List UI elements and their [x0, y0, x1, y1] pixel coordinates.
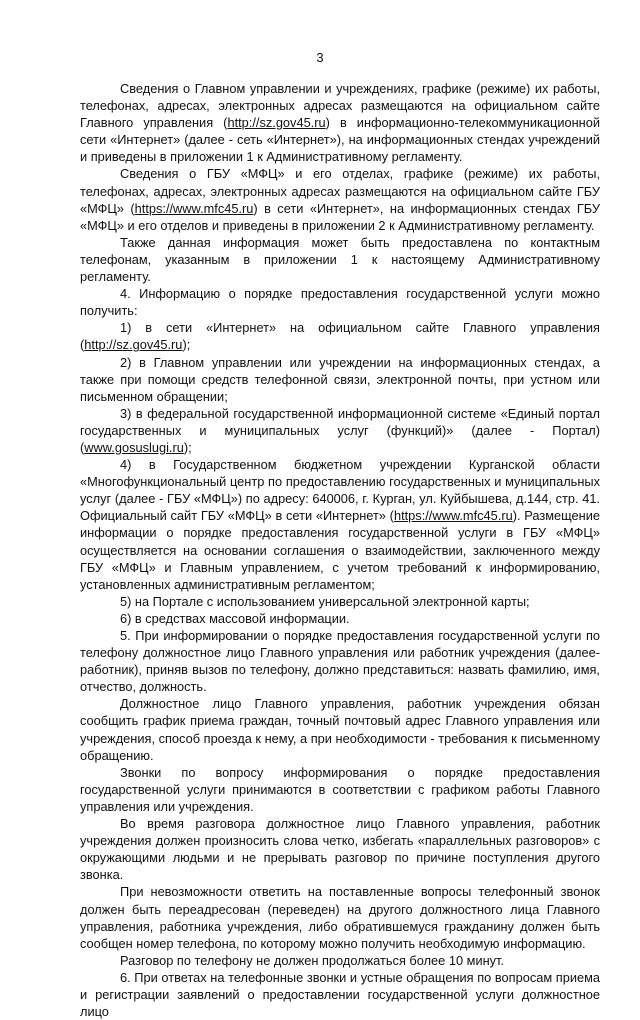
paragraph — [80, 285, 600, 319]
paragraph-text: 5) на Портале с использованием универсальной электронной карты; — [120, 593, 530, 609]
paragraph-text: ) в сети «Интернет», на информационных стендах ГБУ «МФЦ» и его отделов и приведены в приложении 2 к Административному регламенту. — [80, 200, 600, 233]
paragraph — [80, 234, 600, 285]
link-text[interactable]: http://sz.gov45.ru — [227, 115, 326, 131]
page-number: 3 — [316, 50, 324, 65]
paragraph-text: Звонки по вопросу информирования о порядке предоставления государственной услуги принимаются в соответствии с графиком работы Главного управления или учреждения. — [80, 764, 600, 814]
paragraph-text: 5. При информировании о порядке предоставления государственной услуги по телефону должностное лицо Главного управления или работник учреждения (далее-работник), приняв вызов по телефону, должно представиться: назвать фамилию, имя, отчество, должность. — [80, 628, 600, 695]
paragraph — [80, 354, 600, 405]
paragraph-text: ); — [182, 337, 191, 353]
paragraph-text: ) в информационно-телекоммуникационной сети «Интернет» (далее - сеть «Интернет»), на информационных стендах учреждений и приведены в приложении 1 к Административному регламенту. — [80, 115, 600, 165]
paragraph — [80, 952, 600, 969]
paragraph — [80, 456, 600, 593]
paragraph-text: 2) в Главном управлении или учреждении на информационных стендах, а также при помощи средств телефонной связи, электронной почты, при устном или письменном обращении; — [80, 354, 600, 404]
paragraph-text: 4. Информацию о порядке предоставления государственной услуги можно получить: — [80, 286, 600, 319]
paragraph — [80, 815, 600, 883]
paragraph — [80, 695, 600, 763]
link-text[interactable]: https://www.mfc45.ru — [134, 200, 254, 216]
paragraph-text: Также данная информация может быть предоставлена по контактным телефонам, указанным в приложении 1 к настоящему Административному регламенту. — [80, 234, 600, 285]
paragraph-text: Во время разговора должностное лицо Главного управления, работник учреждения должен произносить слова четко, избегать «параллельных разговоров» с окружающими людьми и не прерывать разговор по причине поступления другого звонка. — [80, 816, 600, 883]
link-text[interactable]: https://www.mfc45.ru — [393, 508, 513, 524]
paragraph-text: ); — [183, 439, 192, 455]
paragraph — [80, 165, 600, 233]
paragraph — [80, 80, 600, 165]
paragraph — [80, 883, 600, 951]
link-text[interactable]: http://sz.gov45.ru — [84, 337, 183, 353]
link-text[interactable]: www.gosuslugi.ru — [84, 439, 184, 455]
paragraph — [80, 764, 600, 815]
paragraph-text: Должностное лицо Главного управления, работник учреждения обязан сообщить график приема граждан, точный почтовый адрес Главного управления или учреждения, способ проезда к нему, а при необходимости - требования к письменному обращению. — [80, 696, 600, 763]
paragraph — [80, 627, 600, 695]
paragraph — [80, 405, 600, 456]
paragraph-text: Сведения о ГБУ «МФЦ» и его отделах, графике (режиме) их работы, телефонах, адресах, электронных адресах размещаются на официальном сайте ГБУ «МФЦ» ( — [80, 166, 600, 216]
paragraph — [80, 593, 600, 610]
paragraph-text: 6. При ответах на телефонные звонки и устные обращения по вопросам приема и регистрации заявлений о предоставлении государственной услуги должностное лицо — [80, 969, 600, 1020]
paragraph-text: ). Размещение информации о порядке предоставления государственной услуги в ГБУ «МФЦ» осуществляется на основании соглашения о взаимодействии, заключенного между ГБУ «МФЦ» и Главным управлением, с учетом требований к информированию, установленных административным регламентом; — [80, 508, 600, 592]
paragraph-text: Разговор по телефону не должен продолжаться более 10 минут. — [120, 952, 505, 968]
paragraph-text: При невозможности ответить на поставленные вопросы телефонный звонок должен быть переадресован (переведен) на другого должностного лица Главного управления, работника учреждения, либо обратившемуся гражданину должен быть сообщен номер телефона, по которому можно получить необходимую информацию. — [80, 884, 600, 951]
paragraph-text: 3) в федеральной государственной информационной системе «Единый портал государственных и муниципальных услуг (функций)» (далее - Портал) ( — [80, 405, 600, 455]
paragraph-text: 6) в средствах массовой информации. — [120, 610, 350, 626]
paragraph-text: 4) в Государственном бюджетном учреждении Курганской области «Многофункциональный центр по предоставлению государственных и муниципальных услуг (далее - ГБУ «МФЦ») по адресу: 640006, г. Курган, ул. Куйбышева, д.144, стр. 41. Официальный сайт ГБУ «МФЦ» в сети «Интернет» ( — [80, 457, 600, 524]
paragraph — [80, 969, 600, 1020]
document-body — [80, 80, 600, 1020]
paragraph — [80, 319, 600, 353]
paragraph — [80, 610, 600, 627]
paragraph-text: 1) в сети «Интернет» на официальном сайте Главного управления ( — [80, 320, 600, 353]
paragraph-text: Сведения о Главном управлении и учреждениях, графике (режиме) их работы, телефонах, адресах, электронных адресах размещаются на официальном сайте Главного управления ( — [80, 81, 600, 131]
